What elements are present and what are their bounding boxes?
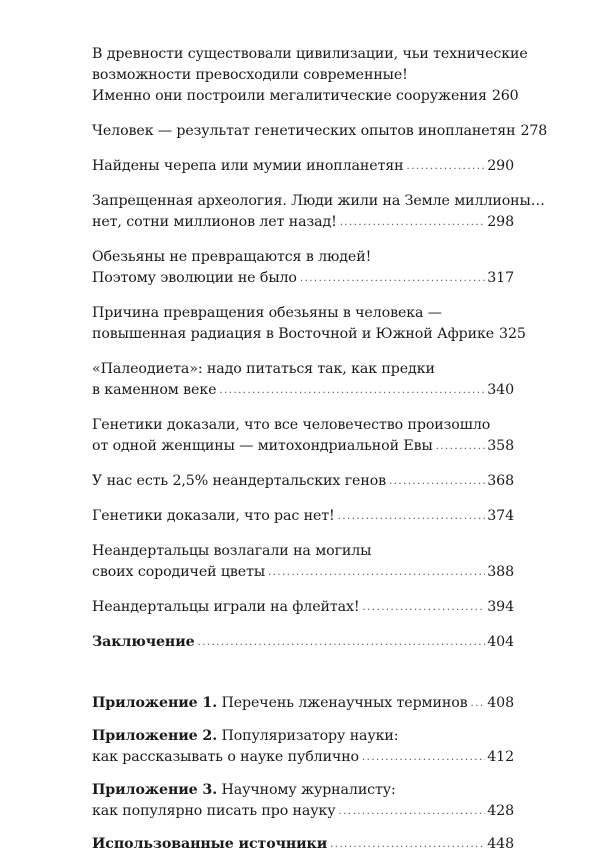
toc-entry[interactable] [92,44,528,107]
dot-leader [362,603,485,613]
toc-entry-text: Научному журналисту: [217,782,396,798]
toc-entry[interactable] [92,303,526,345]
toc-page-number: 412 [487,749,514,765]
dot-leader [338,512,486,522]
toc-entry-text: Человек — результат генетических опытов инопланетян [92,123,516,139]
dot-leader [362,753,485,763]
dot-leader [330,840,485,850]
toc-entry-conclusion[interactable] [92,632,514,653]
toc-entry-text: Обезьяны не превращаются в людей! [92,249,372,265]
toc-entry[interactable] [92,471,514,492]
toc-entry-text: В древности существовали цивилизации, чьи технические [92,46,528,62]
toc-entry-text: Неандертальцы возлагали на могилы [92,543,372,559]
toc-entry-text: Генетики доказали, что рас нет! [92,508,335,524]
toc-page-number: 388 [487,564,514,580]
toc-page-number: 428 [487,803,514,819]
toc-entry-text: Неандертальцы играли на флейтах! [92,599,360,615]
toc-page-number: 260 [491,88,519,104]
toc-entry-appendix[interactable] [92,693,514,714]
toc-entry-text: в каменном веке [92,382,217,398]
toc-entry[interactable] [92,415,514,457]
toc-page-number: 408 [487,695,514,711]
toc-page-number: 290 [487,158,514,174]
toc-entry-text: своих сородичей цветы [92,564,266,580]
toc-page-number: 404 [487,634,514,650]
toc-entry[interactable] [92,359,514,401]
toc-entry-text: Именно они построили мегалитические сооружения [92,88,487,104]
dot-leader [339,807,486,817]
section-gap [92,667,514,693]
toc-entry-text: Найдены черепа или мумии инопланетян [92,158,404,174]
toc-entry[interactable] [92,191,545,233]
dot-leader [340,218,486,228]
dot-leader [389,477,485,487]
toc-entry-text: У нас есть 2,5% неандертальских генов [92,473,387,489]
toc-entry-text: повышенная радиация в Восточной и Южной Африке [92,326,495,342]
toc-page-number: 394 [487,599,514,615]
toc-entry-text: «Палеодиета»: надо питаться так, как предки [92,361,435,377]
toc-entry-text: нет, сотни миллионов лет назад! [92,214,337,230]
toc-entry-text: Популяризатору науки: [217,728,399,744]
toc-page-number: 298 [487,214,514,230]
toc-entry-text: Поэтому эволюции не было [92,270,297,286]
appendix-label: Приложение 3. [92,782,218,798]
toc-entry[interactable] [92,597,514,618]
toc-entry-text: как популярно писать про науку [92,803,336,819]
toc-entry-text: Причина превращения обезьяны в человека — [92,305,442,321]
toc-entry-appendix[interactable] [92,726,514,768]
toc-entry-text: как рассказывать о науке публично [92,749,359,765]
toc-page-number: 317 [487,270,514,286]
toc-entry-text: Генетики доказали, что все человечество произошло [92,417,491,433]
toc-entry[interactable] [92,156,514,177]
toc-entry-text: Заключение [92,634,195,650]
toc-entry-text: Использованные источники [92,836,328,852]
dot-leader [436,442,486,452]
appendix-label: Приложение 1. [92,695,218,711]
dot-leader [471,699,486,709]
dot-leader [198,638,486,648]
toc-entry[interactable] [92,121,548,142]
toc-entry[interactable] [92,506,514,527]
toc-entry-sources[interactable] [92,834,514,855]
dot-leader [219,386,485,396]
toc-page-number: 368 [487,473,514,489]
appendix-label: Приложение 2. [92,728,218,744]
toc-entry-text: возможности превосходили современные! [92,67,408,83]
toc-page-number: 448 [487,836,514,852]
toc-entry-appendix[interactable] [92,780,514,822]
toc-entry[interactable] [92,541,514,583]
toc-page-number: 278 [520,123,548,139]
toc-entry-text: Перечень лженаучных терминов [217,695,468,711]
toc-entry-text: от одной женщины — митохондриальной Евы [92,438,433,454]
toc-entry-text: Запрещенная археология. Люди жили на Земле миллионы… [92,193,545,209]
toc-entry[interactable] [92,247,514,289]
table-of-contents [92,44,548,867]
toc-page-number: 325 [499,326,526,342]
dot-leader [300,274,485,284]
dot-leader [407,162,486,172]
toc-page-number: 358 [487,438,514,454]
dot-leader [268,568,485,578]
toc-page-number: 374 [487,508,514,524]
toc-page-number: 340 [487,382,514,398]
